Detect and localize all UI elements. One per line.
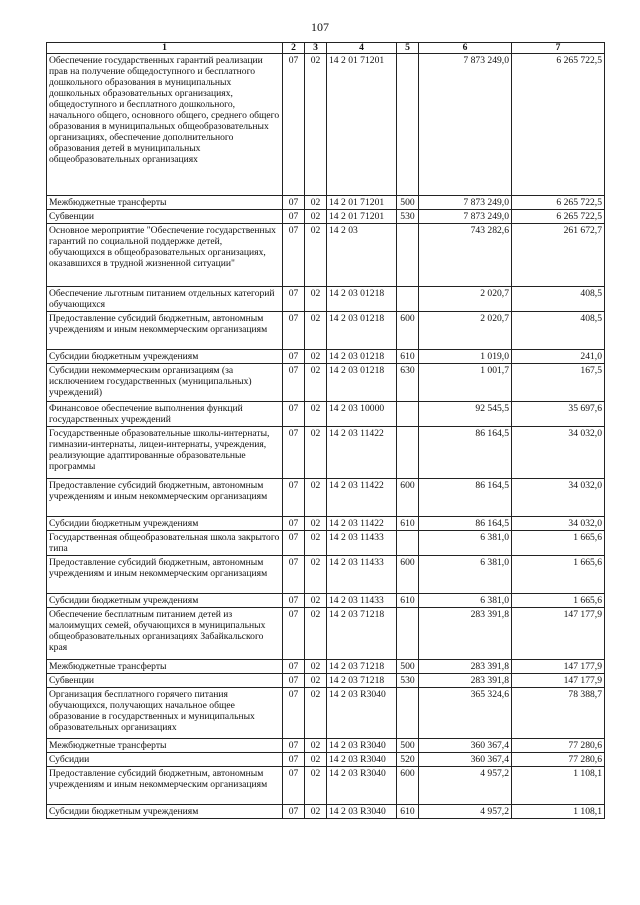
subsection-code: 02: [305, 364, 327, 402]
amount-col6: 6 381,0: [419, 556, 512, 594]
section-code: 07: [283, 739, 305, 753]
amount-col6: 4 957,2: [419, 805, 512, 819]
section-code: 07: [283, 479, 305, 517]
target-article-code: 14 2 03 11433: [327, 594, 397, 608]
table-row: [47, 364, 605, 402]
target-article-code: 14 2 03 01218: [327, 350, 397, 364]
amount-col6: 1 019,0: [419, 350, 512, 364]
expense-type-code: 500: [397, 739, 419, 753]
expense-type-code: [397, 688, 419, 739]
column-header: 2: [283, 43, 305, 54]
subsection-code: 02: [305, 674, 327, 688]
row-name: Предоставление субсидий бюджетным, автономным учреждениям и иным некоммерческим организациям: [47, 556, 283, 594]
amount-col6: 92 545,5: [419, 402, 512, 427]
amount-col6: 2 020,7: [419, 287, 512, 312]
table-row: [47, 594, 605, 608]
row-name: Субвенции: [47, 674, 283, 688]
expense-type-code: 530: [397, 674, 419, 688]
section-code: 07: [283, 674, 305, 688]
row-name: Государственные образовательные школы-интернаты, гимназии-интернаты, лицеи-интернаты, учреждения, реализующие адаптированные образовательные программы: [47, 427, 283, 479]
amount-col7: 6 265 722,5: [512, 54, 605, 196]
section-code: 07: [283, 287, 305, 312]
target-article-code: 14 2 03 11433: [327, 556, 397, 594]
expense-type-code: [397, 402, 419, 427]
subsection-code: 02: [305, 767, 327, 805]
amount-col6: 360 367,4: [419, 739, 512, 753]
target-article-code: 14 2 03 10000: [327, 402, 397, 427]
subsection-code: 02: [305, 210, 327, 224]
amount-col6: 360 367,4: [419, 753, 512, 767]
expense-type-code: 530: [397, 210, 419, 224]
subsection-code: 02: [305, 608, 327, 660]
expense-type-code: 610: [397, 350, 419, 364]
amount-col7: 147 177,9: [512, 674, 605, 688]
subsection-code: 02: [305, 350, 327, 364]
amount-col6: 365 324,6: [419, 688, 512, 739]
target-article-code: 14 2 03 R3040: [327, 739, 397, 753]
section-code: 07: [283, 531, 305, 556]
row-name: Субсидии некоммерческим организациям (за исключением государственных (муниципальных) учреждений): [47, 364, 283, 402]
amount-col7: 167,5: [512, 364, 605, 402]
section-code: 07: [283, 660, 305, 674]
expense-type-code: [397, 224, 419, 287]
subsection-code: 02: [305, 479, 327, 517]
amount-col6: 4 957,2: [419, 767, 512, 805]
expense-type-code: [397, 531, 419, 556]
section-code: 07: [283, 608, 305, 660]
section-code: 07: [283, 364, 305, 402]
amount-col7: 77 280,6: [512, 753, 605, 767]
amount-col7: 261 672,7: [512, 224, 605, 287]
table-row: [47, 517, 605, 531]
amount-col7: 1 665,6: [512, 594, 605, 608]
expense-type-code: 520: [397, 753, 419, 767]
target-article-code: 14 2 03: [327, 224, 397, 287]
amount-col7: 147 177,9: [512, 660, 605, 674]
subsection-code: 02: [305, 54, 327, 196]
table-row: [47, 688, 605, 739]
subsection-code: 02: [305, 224, 327, 287]
amount-col6: 7 873 249,0: [419, 196, 512, 210]
target-article-code: 14 2 03 01218: [327, 287, 397, 312]
amount-col6: 283 391,8: [419, 674, 512, 688]
target-article-code: 14 2 01 71201: [327, 196, 397, 210]
row-name: Основное мероприятие "Обеспечение государственных гарантий по социальной поддержке детей, обучающихся в общеобразовательных организациях, оказавшихся в трудной жизненной ситуации": [47, 224, 283, 287]
target-article-code: 14 2 03 R3040: [327, 688, 397, 739]
target-article-code: 14 2 03 01218: [327, 312, 397, 350]
subsection-code: 02: [305, 427, 327, 479]
subsection-code: 02: [305, 196, 327, 210]
target-article-code: 14 2 03 11422: [327, 427, 397, 479]
amount-col6: 6 381,0: [419, 531, 512, 556]
row-name: Субсидии: [47, 753, 283, 767]
target-article-code: 14 2 03 R3040: [327, 753, 397, 767]
table-row: [47, 196, 605, 210]
row-name: Предоставление субсидий бюджетным, автономным учреждениям и иным некоммерческим организациям: [47, 479, 283, 517]
section-code: 07: [283, 688, 305, 739]
amount-col7: 6 265 722,5: [512, 196, 605, 210]
table-row: [47, 210, 605, 224]
expense-type-code: 600: [397, 479, 419, 517]
amount-col7: 241,0: [512, 350, 605, 364]
section-code: 07: [283, 753, 305, 767]
table-row: [47, 608, 605, 660]
amount-col7: 34 032,0: [512, 479, 605, 517]
section-code: 07: [283, 350, 305, 364]
expense-type-code: 610: [397, 805, 419, 819]
row-name: Субсидии бюджетным учреждениям: [47, 805, 283, 819]
expense-type-code: 500: [397, 660, 419, 674]
target-article-code: 14 2 03 71218: [327, 674, 397, 688]
amount-col7: 35 697,6: [512, 402, 605, 427]
amount-col6: 7 873 249,0: [419, 54, 512, 196]
target-article-code: 14 2 03 R3040: [327, 805, 397, 819]
row-name: Обеспечение государственных гарантий реализации прав на получение общедоступного и бесплатного дошкольного образования в муниципальных дошкольных образовательных организациях, общедоступного и бесплатного дошкольного, начального общего, основного общего, среднего общего образования в муниципальных общеобразовательных организациях, обеспечение дополнительного образования детей в муниципальных общеобразовательных организациях: [47, 54, 283, 196]
row-name: Субсидии бюджетным учреждениям: [47, 517, 283, 531]
expense-type-code: 600: [397, 767, 419, 805]
subsection-code: 02: [305, 660, 327, 674]
row-name: Субвенции: [47, 210, 283, 224]
subsection-code: 02: [305, 753, 327, 767]
amount-col7: 1 665,6: [512, 556, 605, 594]
amount-col7: 34 032,0: [512, 517, 605, 531]
amount-col6: 283 391,8: [419, 608, 512, 660]
amount-col6: 283 391,8: [419, 660, 512, 674]
expense-type-code: 630: [397, 364, 419, 402]
subsection-code: 02: [305, 402, 327, 427]
section-code: 07: [283, 402, 305, 427]
expense-type-code: [397, 287, 419, 312]
table-row: [47, 479, 605, 517]
section-code: 07: [283, 312, 305, 350]
table-row: [47, 753, 605, 767]
subsection-code: 02: [305, 287, 327, 312]
expense-type-code: 600: [397, 556, 419, 594]
row-name: Межбюджетные трансферты: [47, 660, 283, 674]
amount-col7: 1 665,6: [512, 531, 605, 556]
target-article-code: 14 2 03 71218: [327, 608, 397, 660]
amount-col7: 77 280,6: [512, 739, 605, 753]
row-name: Предоставление субсидий бюджетным, автономным учреждениям и иным некоммерческим организациям: [47, 312, 283, 350]
column-header: 5: [397, 43, 419, 54]
table-row: [47, 674, 605, 688]
column-header: 7: [512, 43, 605, 54]
row-name: Субсидии бюджетным учреждениям: [47, 350, 283, 364]
expense-type-code: [397, 608, 419, 660]
section-code: 07: [283, 224, 305, 287]
expense-type-code: [397, 427, 419, 479]
expense-type-code: 500: [397, 196, 419, 210]
target-article-code: 14 2 01 71201: [327, 54, 397, 196]
amount-col6: 6 381,0: [419, 594, 512, 608]
column-header: 1: [47, 43, 283, 54]
table-row: [47, 402, 605, 427]
table-row: [47, 767, 605, 805]
section-code: 07: [283, 54, 305, 196]
row-name: Обеспечение льготным питанием отдельных категорий обучающихся: [47, 287, 283, 312]
target-article-code: 14 2 03 71218: [327, 660, 397, 674]
row-name: Предоставление субсидий бюджетным, автономным учреждениям и иным некоммерческим организациям: [47, 767, 283, 805]
column-header: 3: [305, 43, 327, 54]
amount-col7: 6 265 722,5: [512, 210, 605, 224]
target-article-code: 14 2 03 11422: [327, 517, 397, 531]
amount-col7: 147 177,9: [512, 608, 605, 660]
amount-col6: 7 873 249,0: [419, 210, 512, 224]
section-code: 07: [283, 196, 305, 210]
amount-col6: 86 164,5: [419, 427, 512, 479]
table-row: [47, 350, 605, 364]
row-name: Государственная общеобразовательная школа закрытого типа: [47, 531, 283, 556]
table-row: [47, 54, 605, 196]
section-code: 07: [283, 805, 305, 819]
amount-col7: 1 108,1: [512, 805, 605, 819]
subsection-code: 02: [305, 531, 327, 556]
table-row: [47, 660, 605, 674]
target-article-code: 14 2 01 71201: [327, 210, 397, 224]
section-code: 07: [283, 767, 305, 805]
target-article-code: 14 2 03 11422: [327, 479, 397, 517]
amount-col6: 1 001,7: [419, 364, 512, 402]
table-row: [47, 312, 605, 350]
row-name: Организация бесплатного горячего питания обучающихся, получающих начальное общее образование в государственных и муниципальных образовательных организациях: [47, 688, 283, 739]
row-name: Субсидии бюджетным учреждениям: [47, 594, 283, 608]
amount-col6: 2 020,7: [419, 312, 512, 350]
target-article-code: 14 2 03 11433: [327, 531, 397, 556]
table-row: [47, 427, 605, 479]
column-header: 4: [327, 43, 397, 54]
table-row: [47, 531, 605, 556]
subsection-code: 02: [305, 594, 327, 608]
expense-type-code: 600: [397, 312, 419, 350]
subsection-code: 02: [305, 517, 327, 531]
amount-col6: 743 282,6: [419, 224, 512, 287]
section-code: 07: [283, 517, 305, 531]
subsection-code: 02: [305, 556, 327, 594]
section-code: 07: [283, 594, 305, 608]
expense-type-code: 610: [397, 517, 419, 531]
section-code: 07: [283, 556, 305, 594]
target-article-code: 14 2 03 01218: [327, 364, 397, 402]
expense-type-code: [397, 54, 419, 196]
table-row: [47, 556, 605, 594]
row-name: Межбюджетные трансферты: [47, 739, 283, 753]
subsection-code: 02: [305, 805, 327, 819]
row-name: Межбюджетные трансферты: [47, 196, 283, 210]
expense-type-code: 610: [397, 594, 419, 608]
table-row: [47, 287, 605, 312]
column-header: 6: [419, 43, 512, 54]
amount-col7: 1 108,1: [512, 767, 605, 805]
section-code: 07: [283, 210, 305, 224]
amount-col7: 408,5: [512, 312, 605, 350]
row-name: Финансовое обеспечение выполнения функций государственных учреждений: [47, 402, 283, 427]
amount-col6: 86 164,5: [419, 479, 512, 517]
budget-table: [46, 42, 605, 819]
amount-col7: 408,5: [512, 287, 605, 312]
row-name: Обеспечение бесплатным питанием детей из малоимущих семей, обучающихся в муниципальных общеобразовательных организациях Забайкальского края: [47, 608, 283, 660]
target-article-code: 14 2 03 R3040: [327, 767, 397, 805]
table-row: [47, 805, 605, 819]
page-number: 107: [311, 20, 329, 34]
table-row: [47, 739, 605, 753]
subsection-code: 02: [305, 688, 327, 739]
amount-col7: 78 388,7: [512, 688, 605, 739]
amount-col6: 86 164,5: [419, 517, 512, 531]
section-code: 07: [283, 427, 305, 479]
subsection-code: 02: [305, 739, 327, 753]
table-header-row: [47, 43, 605, 54]
subsection-code: 02: [305, 312, 327, 350]
table-row: [47, 224, 605, 287]
amount-col7: 34 032,0: [512, 427, 605, 479]
